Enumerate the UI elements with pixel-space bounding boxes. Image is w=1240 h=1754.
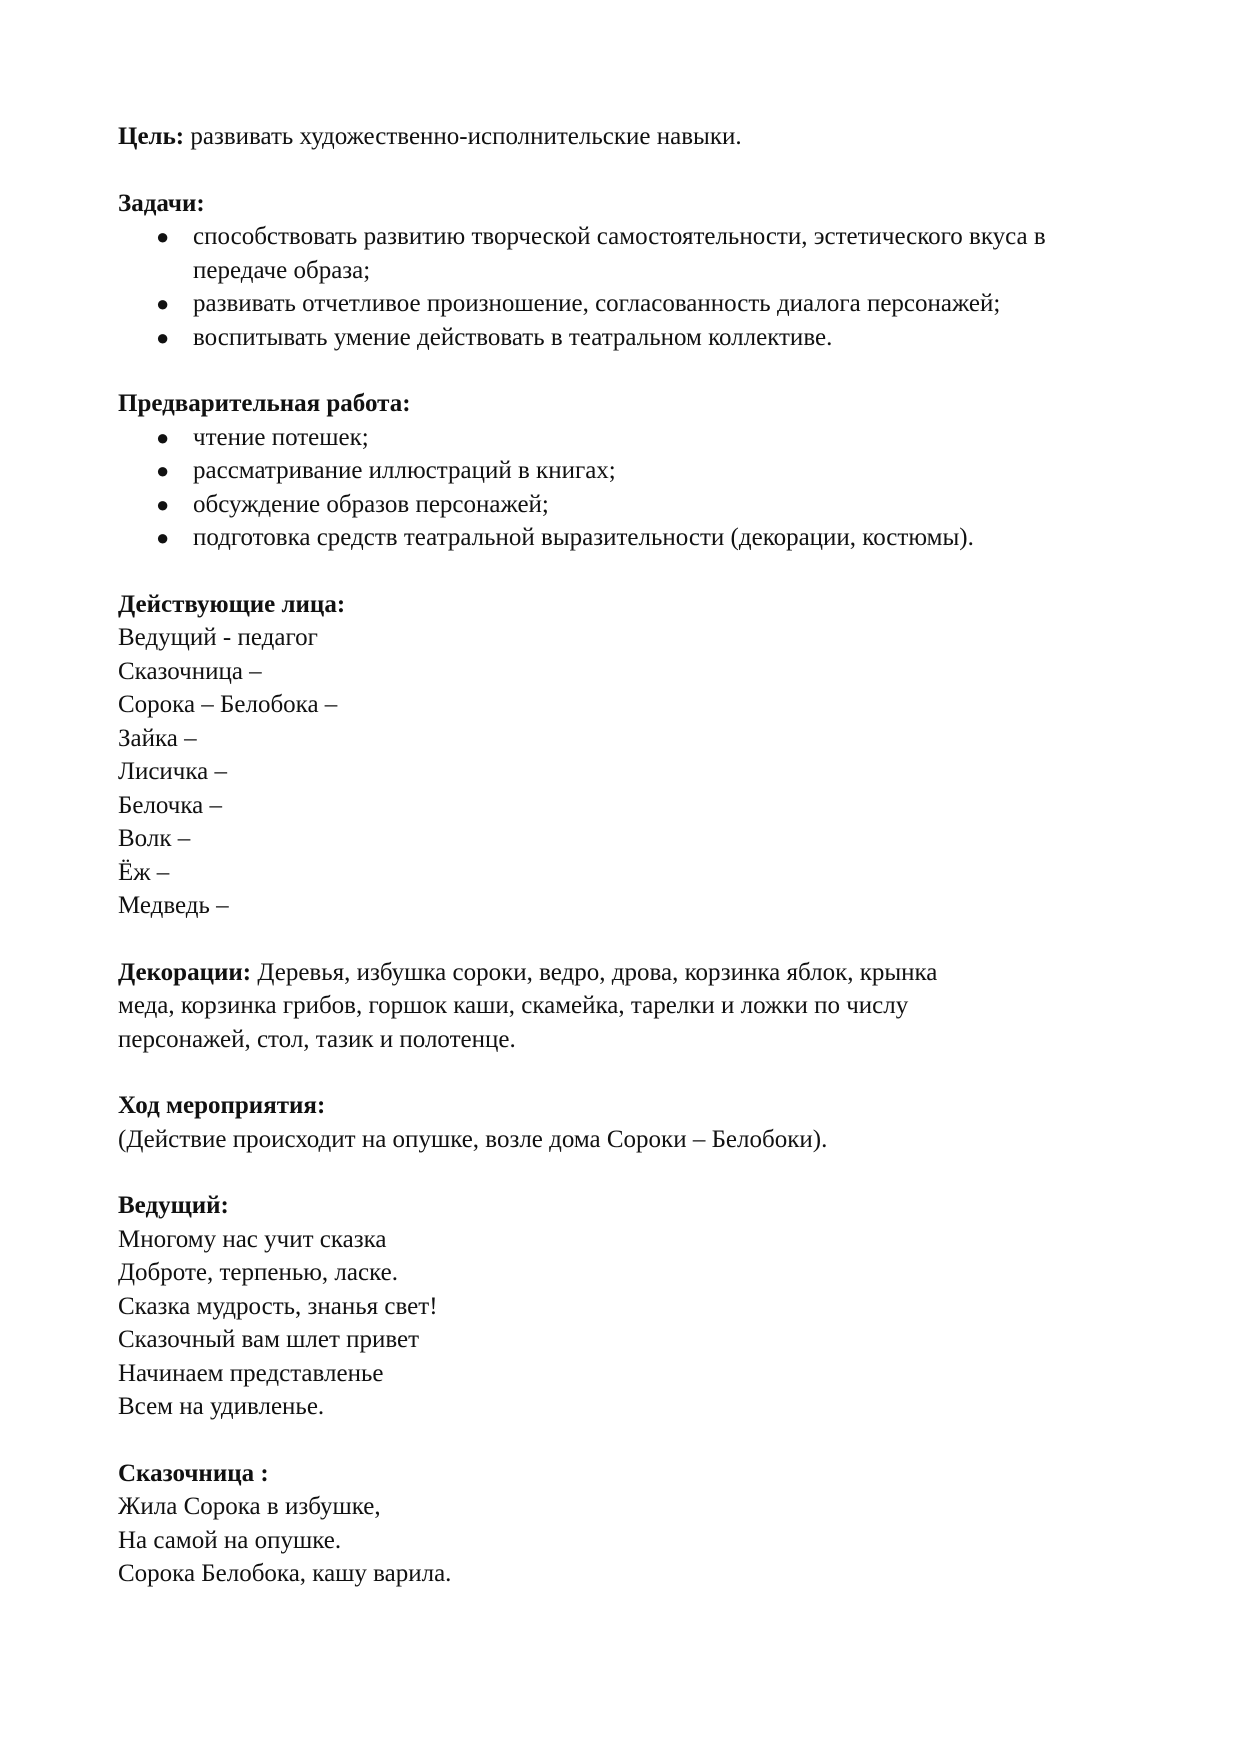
- list-item: ● рассматривание иллюстраций в книгах;: [118, 454, 1138, 488]
- bullet-icon: ●: [156, 424, 170, 450]
- cast-line: Белочка –: [118, 791, 222, 819]
- list-item: ● чтение потешек;: [118, 421, 1138, 455]
- storyteller-heading: Сказочница :: [118, 1459, 269, 1487]
- bullet-icon: ●: [156, 458, 170, 483]
- verse-line: На самой на опушке.: [118, 1526, 342, 1554]
- course-heading: Ход мероприятия:: [118, 1092, 326, 1119]
- host-verse: [118, 1223, 1138, 1424]
- list-item: ● развивать отчетливое произношение, согласованность диалога персонажей;: [118, 287, 1138, 321]
- verse-line: Всем на удивленье.: [118, 1393, 325, 1420]
- host-heading: Ведущий:: [118, 1192, 229, 1219]
- bullet-icon: ●: [156, 491, 170, 517]
- goal-label: Цель:: [118, 123, 185, 150]
- cast-line: Ёж –: [118, 858, 170, 886]
- verse-line: Жила Сорока в избушке,: [118, 1493, 381, 1520]
- verse-line: Сказочный вам шлет привет: [118, 1326, 420, 1353]
- tasks-heading: Задачи:: [118, 189, 205, 217]
- cast-line: Медведь –: [118, 892, 229, 919]
- decor-label: Декорации:: [118, 958, 252, 986]
- goal-text: развивать художественно-исполнительские навыки.: [184, 123, 742, 150]
- bullet-icon: ●: [156, 324, 170, 350]
- tasks-list: [118, 220, 1138, 354]
- cast-line: Лисичка –: [118, 758, 227, 785]
- decor-paragraph: Декорации: Деревья, избушка сороки, ведро, дрова, корзинка яблок, крынка меда, корзинка грибов, горшок каши, скамейка, тарелки и ложки по числу персонажей, стол, тазик и полотенце.: [118, 958, 938, 1053]
- prep-list: [118, 421, 1138, 555]
- storyteller-verse: [118, 1490, 1138, 1591]
- bullet-icon: ●: [156, 525, 170, 550]
- verse-line: Многому нас учит сказка: [118, 1225, 387, 1253]
- cast-line: Зайка –: [118, 724, 197, 752]
- list-item: ● воспитывать умение действовать в театральном коллективе.: [118, 321, 1138, 355]
- list-item: ● способствовать развитию творческой самостоятельности, эстетического вкуса в передаче образа;: [118, 220, 1138, 287]
- cast-line: Сорока – Белобока –: [118, 691, 338, 718]
- course-text: (Действие происходит на опушке, возле дома Сороки – Белобоки).: [118, 1125, 828, 1153]
- verse-line: Сорока Белобока, кашу варила.: [118, 1560, 452, 1587]
- verse-line: Сказка мудрость, знанья свет!: [118, 1292, 438, 1320]
- cast-list: [118, 621, 1138, 923]
- cast-heading: Действующие лица:: [118, 590, 346, 618]
- prep-heading: Предварительная работа:: [118, 390, 411, 417]
- cast-line: Ведущий - педагог: [118, 624, 318, 651]
- bullet-icon: ●: [156, 291, 170, 316]
- list-item: ● подготовка средств театральной выразительности (декорации, костюмы).: [118, 521, 1138, 555]
- cast-line: Волк –: [118, 825, 191, 852]
- verse-line: Начинаем представленье: [118, 1359, 384, 1387]
- goal-paragraph: [118, 120, 1138, 154]
- list-item: ● обсуждение образов персонажей;: [118, 488, 1138, 522]
- cast-line: Сказочница –: [118, 657, 262, 685]
- bullet-icon: ●: [156, 224, 170, 249]
- verse-line: Доброте, терпенью, ласке.: [118, 1259, 398, 1286]
- document-page: [118, 120, 1138, 1591]
